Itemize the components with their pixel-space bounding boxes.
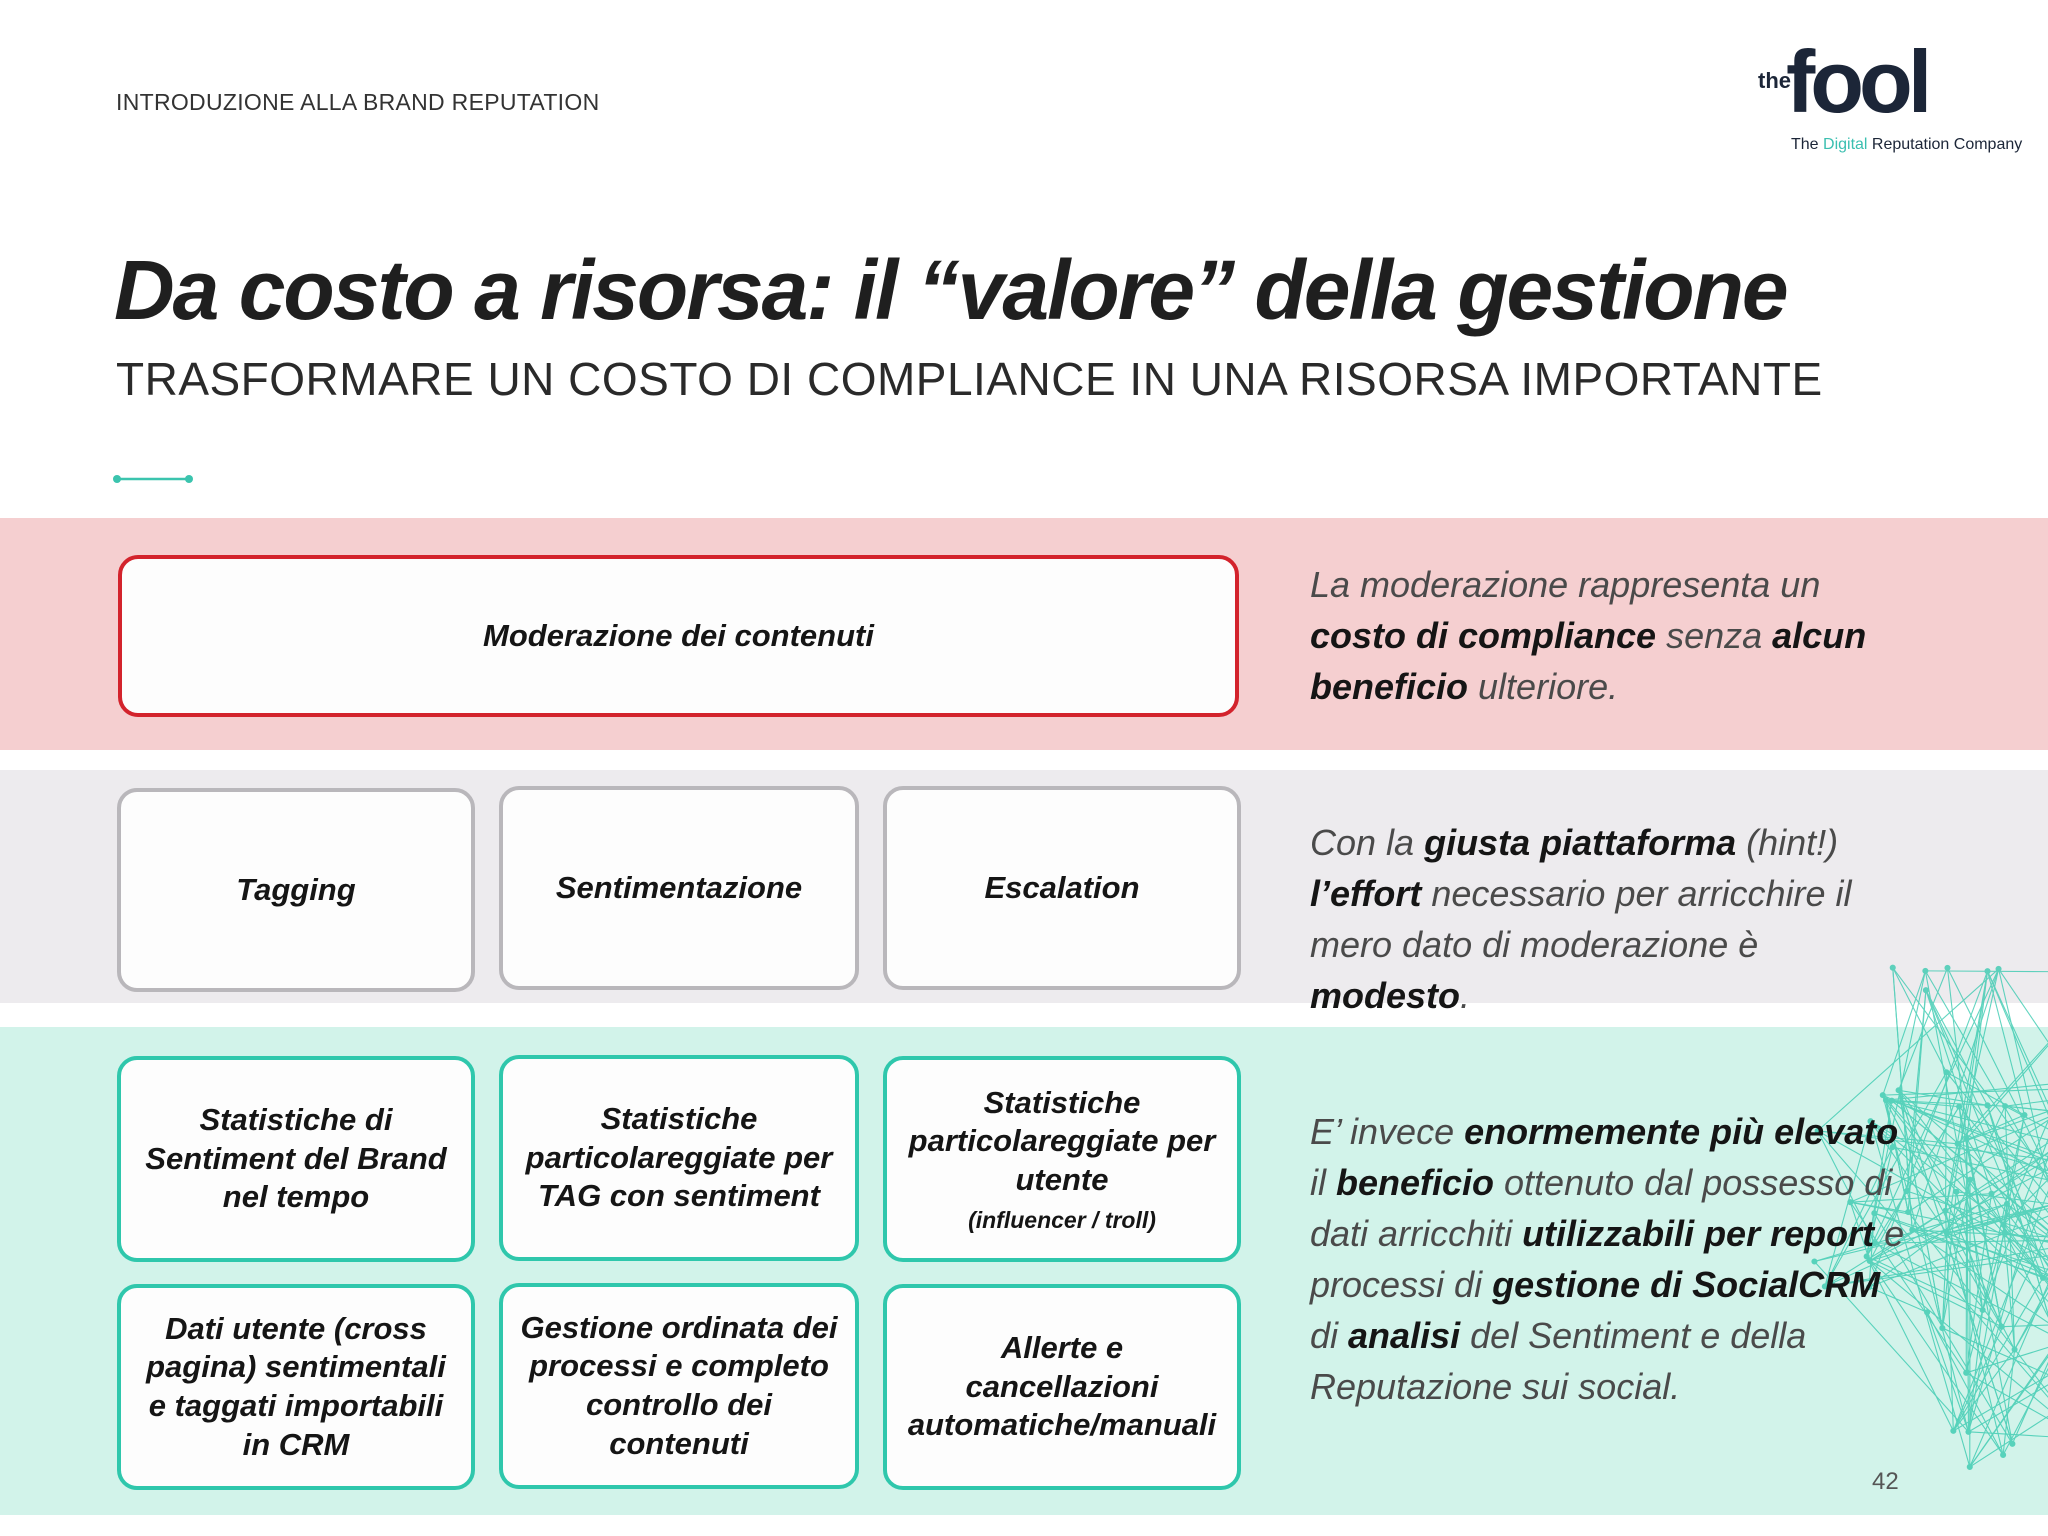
logo-tagline: The Digital Reputation Company	[1791, 136, 2023, 153]
company-logo	[1756, 32, 2026, 164]
logo-wordmark: fool	[1786, 32, 1928, 131]
effort-description: Con la giusta piattaforma (hint!) l’effort necessario per arricchire il mero dato di moderazione è modesto.	[1310, 822, 1852, 1016]
decorative-line	[113, 474, 193, 484]
slide-title: Da costo a risorsa: il “valore” della gestione	[114, 243, 1787, 337]
slide-subtitle: TRASFORMARE UN COSTO DI COMPLIANCE IN UNA RISORSA IMPORTANTE	[116, 353, 1823, 405]
user-stats-box: Statistiche particolareggiate per utente (influencer / troll)	[883, 1056, 1241, 1262]
brand-sentiment-stats-box: Statistiche di Sentiment del Brand nel tempo	[117, 1056, 475, 1262]
escalation-box: Escalation	[883, 786, 1241, 990]
process-management-box: Gestione ordinata dei processi e completo controllo dei contenuti	[499, 1283, 859, 1489]
user-stats-note: (influencer / troll)	[968, 1206, 1156, 1233]
benefit-description: E’ invece enormemente più elevato il beneficio ottenuto dal possesso di dati arricchiti utilizzabili per report e processi di gestione di SocialCRM di analisi del Sentiment e della Reputazione sui social.	[1310, 1111, 1905, 1407]
moderation-box: Moderazione dei contenuti	[118, 555, 1239, 717]
section-label: INTRODUZIONE ALLA BRAND REPUTATION	[116, 89, 600, 115]
tagging-box: Tagging	[117, 788, 475, 992]
sentiment-box: Sentimentazione	[499, 786, 859, 990]
alerts-box: Allerte e cancellazioni automatiche/manuali	[883, 1284, 1241, 1490]
logo-prefix: the	[1758, 68, 1791, 93]
crm-data-box: Dati utente (cross pagina) sentimentali e taggati importabili in CRM	[117, 1284, 475, 1490]
cost-description: La moderazione rappresenta un costo di compliance senza alcun beneficio ulteriore.	[1310, 564, 1867, 707]
page-number: 42	[1872, 1468, 1899, 1495]
tag-stats-box: Statistiche particolareggiate per TAG con sentiment	[499, 1055, 859, 1261]
